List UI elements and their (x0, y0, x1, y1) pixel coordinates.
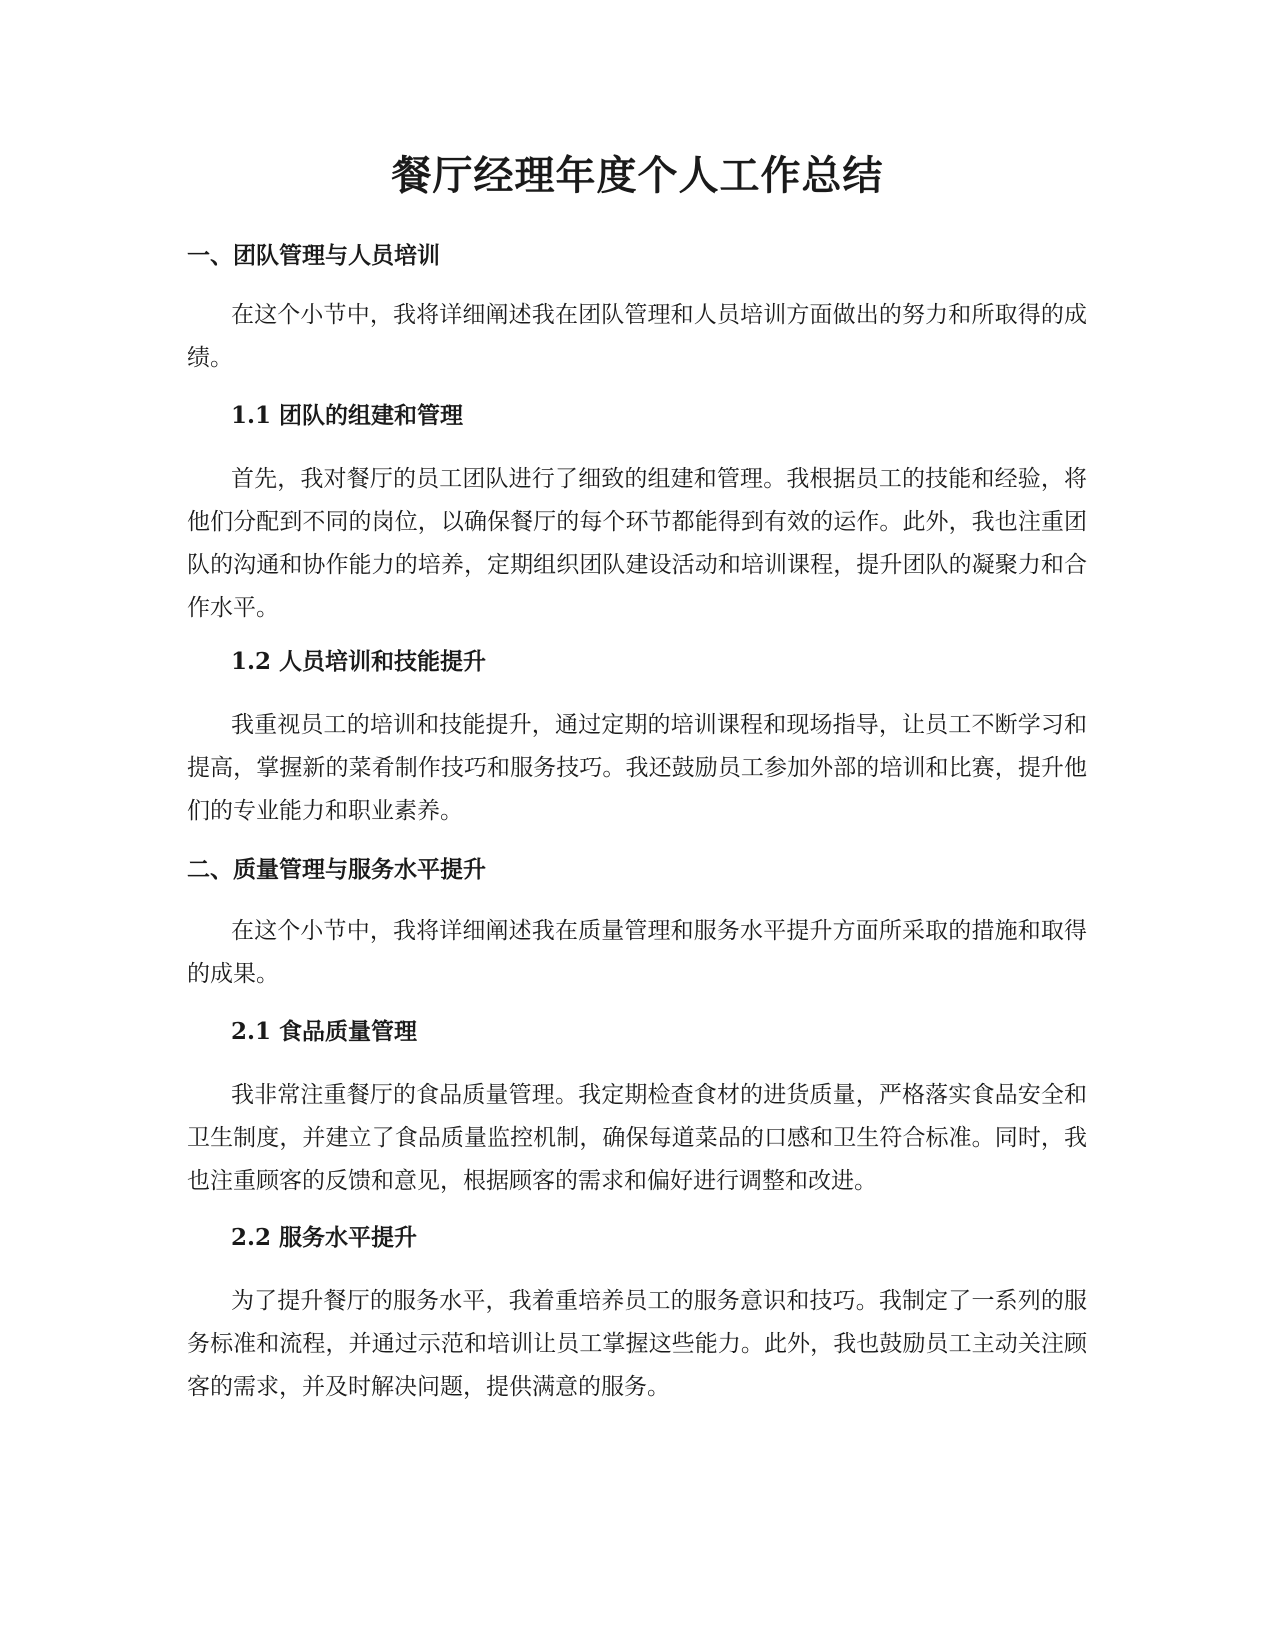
subsection-2-1-heading: 2.1 食品质量管理 (231, 1018, 418, 1045)
subsection-1-2-heading: 1.2 人员培训和技能提升 (231, 648, 487, 675)
subsection-2-2-paragraph: 为了提升餐厅的服务水平，我着重培养员工的服务意识和技巧。我制定了一系列的服务标准和流程，并通过示范和培训让员工掌握这些能力。此外，我也鼓励员工主动关注顾客的需求，并及时解决问题，提供满意的服务。 (187, 1288, 1087, 1400)
section-1-intro-paragraph: 在这个小节中，我将详细阐述我在团队管理和人员培训方面做出的努力和所取得的成绩。 (187, 302, 1087, 371)
subsection-1-1-paragraph: 首先，我对餐厅的员工团队进行了细致的组建和管理。我根据员工的技能和经验，将他们分配到不同的岗位，以确保餐厅的每个环节都能得到有效的运作。此外，我也注重团队的沟通和协作能力的培养，定期组织团队建设活动和培训课程，提升团队的凝聚力和合作水平。 (187, 466, 1087, 621)
document-title: 餐厅经理年度个人工作总结 (391, 153, 884, 199)
section-2-heading: 二、质量管理与服务水平提升 (187, 857, 486, 883)
section-2-intro-paragraph: 在这个小节中，我将详细阐述我在质量管理和服务水平提升方面所采取的措施和取得的成果。 (187, 918, 1087, 987)
subsection-1-1-heading: 1.1 团队的组建和管理 (231, 402, 464, 429)
section-1-heading: 一、团队管理与人员培训 (187, 243, 440, 269)
subsection-2-1-paragraph: 我非常注重餐厅的食品质量管理。我定期检查食材的进货质量，严格落实食品安全和卫生制度，并建立了食品质量监控机制，确保每道菜品的口感和卫生符合标准。同时，我也注重顾客的反馈和意见，根据顾客的需求和偏好进行调整和改进。 (187, 1082, 1087, 1194)
subsection-1-2-paragraph: 我重视员工的培训和技能提升，通过定期的培训课程和现场指导，让员工不断学习和提高，掌握新的菜肴制作技巧和服务技巧。我还鼓励员工参加外部的培训和比赛，提升他们的专业能力和职业素养。 (187, 712, 1087, 824)
subsection-2-2-heading: 2.2 服务水平提升 (231, 1224, 418, 1251)
